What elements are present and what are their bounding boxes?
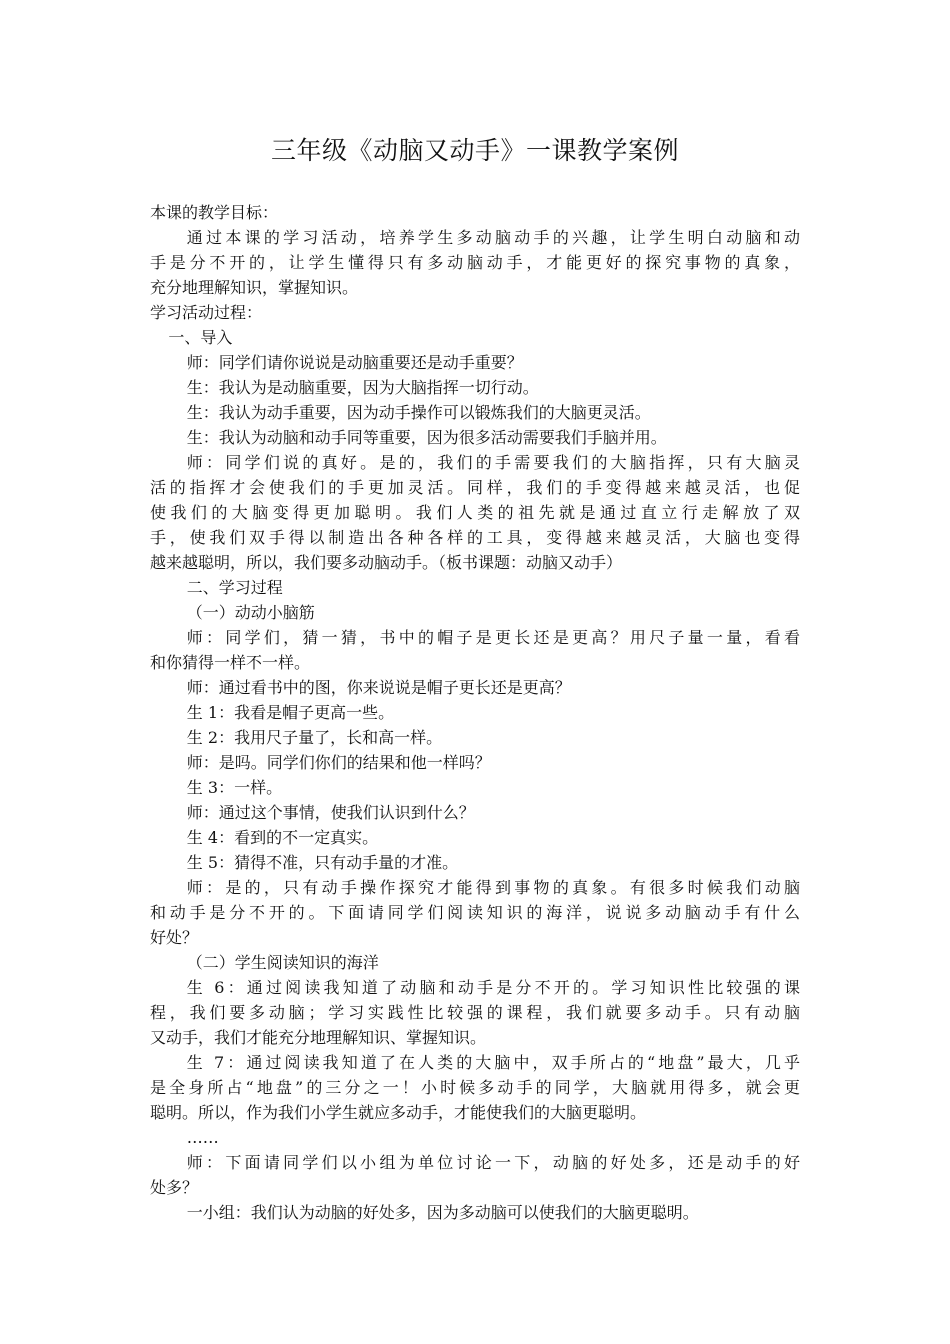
text-line: …… [186,1128,219,1147]
text-line: 是全身所占“地盘”的三分之一！小时候多动手的同学，大脑就用得多，就会更 [150,1078,800,1097]
text-line: （二）学生阅读知识的海洋 [186,953,379,972]
text-line: （一）动动小脑筋 [186,603,315,622]
text-line: 生 6：通过阅读我知道了动脑和动手是分不开的。学习知识性比较强的课 [186,978,800,997]
text-line: 生：我认为是动脑重要，因为大脑指挥一切行动。 [186,378,539,397]
text-line: 手是分不开的，让学生懂得只有多动脑动手，才能更好的探究事物的真象， [150,253,800,272]
text-line: 好处？ [150,928,199,947]
text-line: 师：同学们说的真好。是的，我们的手需要我们的大脑指挥，只有大脑灵 [186,453,800,472]
text-line: 生 5：猜得不准，只有动手量的才准。 [186,853,459,872]
text-line: 活的指挥才会使我们的手更加灵活。同样，我们的手变得越来越灵活，也促 [150,478,800,497]
text-line: 生：我认为动手重要，因为动手操作可以锻炼我们的大脑更灵活。 [186,403,651,422]
text-line: 充分地理解知识，掌握知识。 [150,278,359,297]
text-line: 生 4：看到的不一定真实。 [186,828,379,847]
text-line: 师：通过看书中的图，你来说说是帽子更长还是更高？ [186,678,571,697]
text-line: 手，使我们双手得以制造出各种各样的工具，变得越来越灵活，大脑也变得 [150,528,800,547]
text-line: 生 7：通过阅读我知道了在人类的大脑中，双手所占的“地盘”最大，几乎 [186,1053,800,1072]
text-line: 处多？ [150,1178,199,1197]
text-line: 通过本课的学习活动，培养学生多动脑动手的兴趣，让学生明白动脑和动 [186,228,800,247]
text-line: 一小组：我们认为动脑的好处多，因为多动脑可以使我们的大脑更聪明。 [186,1203,699,1222]
text-line: 使我们的大脑变得更加聪明。我们人类的祖先就是通过直立行走解放了双 [150,503,800,522]
text-line: 生 2：我用尺子量了，长和高一样。 [186,728,443,747]
text-line: 一、导入 [168,328,233,347]
text-line: 学习活动过程： [150,303,263,322]
text-line: 和动手是分不开的。下面请同学们阅读知识的海洋，说说多动脑动手有什么 [150,903,800,922]
text-line: 和你猜得一样不一样。 [150,653,311,672]
text-line: 聪明。所以，作为我们小学生就应多动手，才能使我们的大脑更聪明。 [150,1103,647,1122]
text-line: 师：通过这个事情，使我们认识到什么？ [186,803,475,822]
text-line: 师：下面请同学们以小组为单位讨论一下，动脑的好处多，还是动手的好 [186,1153,800,1172]
text-line: 二、学习过程 [186,578,283,597]
text-line: 生 1：我看是帽子更高一些。 [186,703,395,722]
text-line: 师：是的，只有动手操作探究才能得到事物的真象。有很多时候我们动脑 [186,878,800,897]
text-line: 生：我认为动脑和动手同等重要，因为很多活动需要我们手脑并用。 [186,428,667,447]
text-line: 师：是吗。同学们你们的结果和他一样吗？ [186,753,491,772]
text-line: 程，我们要多动脑；学习实践性比较强的课程，我们就要多动手。只有动脑 [150,1003,800,1022]
text-line: 师：同学们请你说说是动脑重要还是动手重要？ [186,353,523,372]
text-line: 本课的教学目标： [150,203,279,222]
document-title: 三年级《动脑又动手》一课教学案例 [270,136,679,165]
text-line: 又动手，我们才能充分地理解知识、掌握知识。 [150,1028,487,1047]
text-line: 越来越聪明，所以，我们要多动脑动手。（板书课题：动脑又动手） [150,553,623,572]
document-body [150,200,800,1225]
text-line: 师：同学们，猜一猜，书中的帽子是更长还是更高？用尺子量一量，看看 [186,628,800,647]
text-line: 生 3：一样。 [186,778,283,797]
